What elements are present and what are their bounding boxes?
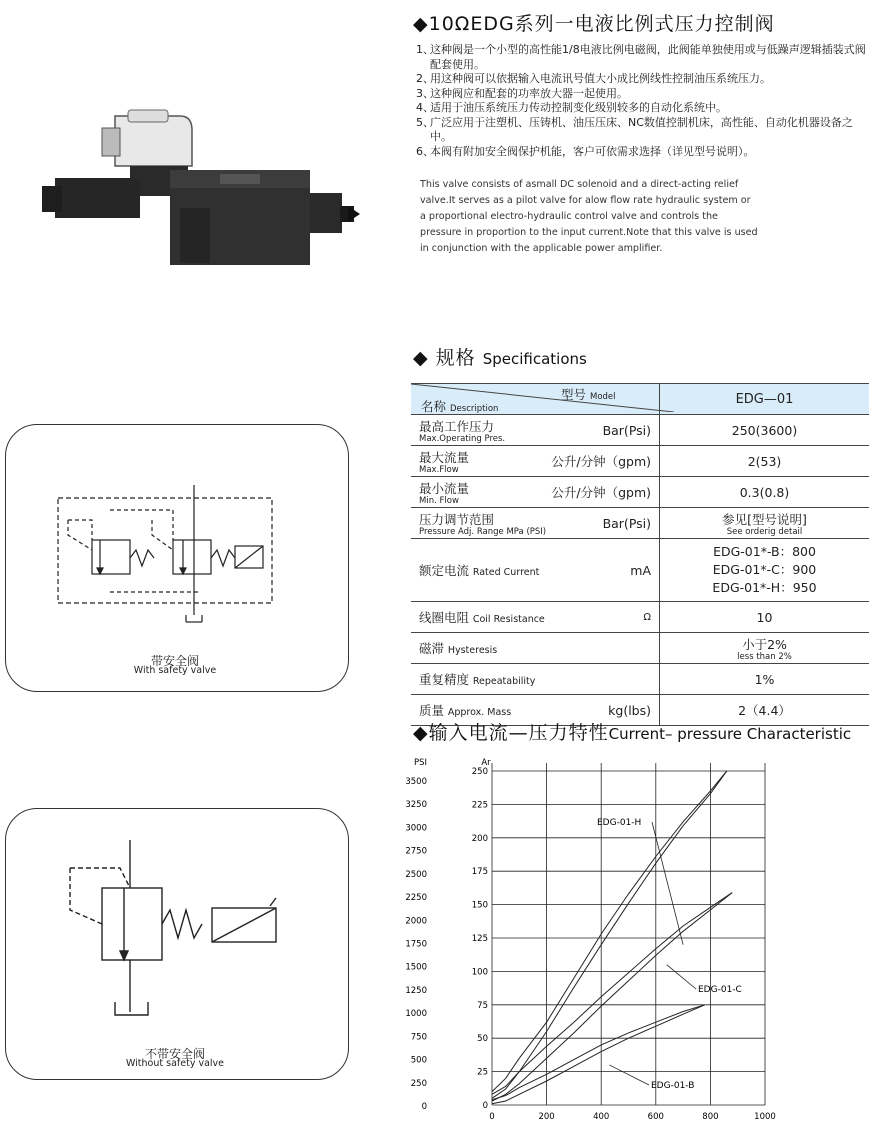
psi-axis-label: PSI — [413, 758, 427, 768]
y-tick-label: 250 — [471, 767, 488, 777]
series-line-down — [492, 893, 732, 1101]
psi-tick-label: 750 — [410, 1032, 427, 1043]
x-tick-label: 1000 — [754, 1112, 776, 1122]
series-label: EDG-01-B — [651, 1081, 695, 1091]
psi-tick-label: 1750 — [405, 939, 427, 950]
series-label: EDG-01-C — [698, 985, 742, 995]
psi-tick-label: 2000 — [405, 916, 427, 927]
ar-axis-label: Ar — [481, 758, 491, 768]
psi-tick-label: 2750 — [405, 846, 427, 857]
y-tick-label: 50 — [477, 1034, 488, 1045]
y-tick-label: 125 — [471, 934, 488, 944]
spec-table — [411, 383, 869, 726]
table-row: 线圈电阻 Coil Resistance Ω 10 — [411, 602, 869, 633]
desc-line: in conjunction with the applicable power amplifier. — [420, 243, 663, 254]
x-tick-label: 0 — [489, 1112, 495, 1122]
table-row: 磁滞 Hysteresis 小于2% less than 2% — [411, 633, 869, 664]
psi-tick-label: 2500 — [405, 869, 427, 880]
psi-tick-label: 3250 — [405, 800, 427, 811]
series-label: EDG-01-H — [597, 818, 642, 828]
list-item: 1、 这种阀是一个小型的高性能1/8电液比例电磁阀，此阀能单独使用或与低躁声逻辑插装式阀配套使用。 — [416, 43, 866, 71]
y-tick-label: 0 — [482, 1101, 488, 1111]
list-item: 6、 本阀有附加安全阀保护机能，客户可依需求选择（详见型号说明）。 — [416, 144, 755, 158]
chart-heading: ◆输入电流—压力特性Current– pressure Characteristic — [413, 722, 852, 744]
table-row: 最高工作压力 Max.Operating Pres. Bar(Psi) 250(3600) — [411, 415, 869, 446]
header-diagonal-cell: 型号 Model 名称 Description — [411, 384, 660, 415]
y-tick-label: 25 — [477, 1067, 488, 1078]
psi-tick-label: 250 — [410, 1078, 427, 1089]
y-tick-label: 75 — [477, 1000, 488, 1011]
without-safety-caption: 不带安全阀 — [144, 1047, 205, 1061]
spec-heading: ◆ 规格 Specifications — [413, 347, 587, 369]
desc-line: pressure in proportion to the input current.Note that this valve is used — [420, 227, 758, 238]
psi-tick-label: 1000 — [405, 1009, 427, 1020]
table-header-row — [411, 384, 869, 415]
list-item: 5、 广泛应用于注塑机、压铸机、油压压床、NC数值控制机床，高性能、自动化机器设备之中。 — [416, 115, 853, 143]
x-tick-label: 600 — [647, 1112, 664, 1122]
y-tick-label: 200 — [471, 833, 488, 844]
x-tick-label: 400 — [593, 1112, 610, 1122]
desc-line: valve.It serves as a pilot valve for alow flow rate hydraulic system or — [420, 195, 751, 206]
series-line-up — [492, 893, 732, 1095]
psi-tick-label: 0 — [421, 1102, 427, 1112]
model-header: EDG—01 — [660, 384, 870, 415]
y-tick-label: 100 — [471, 967, 488, 978]
product-photo — [20, 108, 370, 288]
y-tick-label: 175 — [471, 867, 488, 878]
psi-tick-label: 2250 — [405, 893, 427, 904]
series-label-leader — [609, 1065, 649, 1085]
list-item: 2、 用这种阀可以依据输入电流讯号值大小成比例线性控制油压系统压力。 — [416, 72, 771, 85]
english-description — [420, 177, 820, 257]
table-row: 最小流量 Min. Flow 公升/分钟（gpm) 0.3(0.8) — [411, 477, 869, 508]
y-tick-label: 150 — [471, 900, 488, 911]
table-row: 额定电流 Rated Current mA EDG-01*-B：800 EDG-01*-C：900 EDG-01*-H：950 — [411, 539, 869, 602]
psi-tick-label: 1250 — [405, 985, 427, 996]
psi-tick-label: 1500 — [405, 962, 427, 973]
list-item: 3、 这种阀应和配套的功率放大器一起使用。 — [416, 86, 628, 100]
table-row: 质量 Approx. Mass kg(lbs) 2（4.4） — [411, 695, 869, 726]
y-tick-label: 225 — [471, 800, 488, 811]
current-pressure-chart — [395, 755, 776, 1135]
desc-line: This valve consists of asmall DC solenoid and a direct-acting relief — [420, 179, 739, 190]
psi-tick-label: 3500 — [405, 777, 427, 787]
desc-line: a proportional electro-hydraulic control valve and controls the — [420, 211, 718, 222]
without-safety-caption-en: Without safety valve — [125, 1058, 225, 1069]
list-item: 4、 适用于油压系统压力传动控制变化级别较多的自动化系统中。 — [416, 101, 727, 114]
with-safety-caption-en: With safety valve — [133, 665, 217, 676]
series-label-leader — [667, 965, 696, 989]
table-row: 最大流量 Max.Flow 公升/分钟（gpm) 2(53) — [411, 446, 869, 477]
without-safety-schematic — [60, 840, 300, 1020]
x-tick-label: 800 — [702, 1112, 719, 1122]
with-safety-caption: 带安全阀 — [150, 654, 199, 668]
feature-list — [416, 43, 871, 159]
product-title: ◆10ΩEDG系列一电液比例式压力控制阀 — [413, 13, 775, 35]
with-safety-schematic — [40, 480, 300, 635]
x-tick-label: 200 — [538, 1112, 555, 1122]
psi-tick-label: 500 — [410, 1055, 427, 1066]
psi-tick-label: 3000 — [405, 823, 427, 834]
table-row: 重复精度 Repeatability 1% — [411, 664, 869, 695]
table-row: 压力调节范围 Pressure Adj. Range MPa (PSI) Bar(Psi) 参见[型号说明] See orderig detail — [411, 508, 869, 539]
series-label-leader — [652, 822, 683, 945]
